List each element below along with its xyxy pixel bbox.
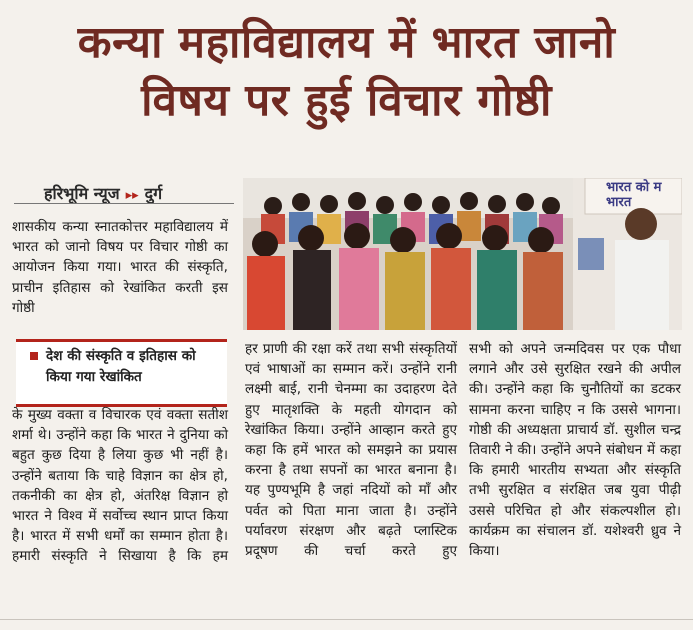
event-photo xyxy=(243,178,682,330)
headline-line-2: विषय पर हुई विचार गोष्ठी xyxy=(141,75,552,126)
article-paragraph: हर प्राणी की रक्षा करें तथा सभी संस्कृतियों एवं भाषाओं का सम्मान करें। उन्होंने रानी लक्ष्मी बाई, रानी चेनम्मा का उदाहरण देते हुए मातृशक्ति के महती योगदान को रेखांकित किया। उन्होंने आव्हान करते हुए कहा कि हमें भारत को समझने का प्रयास करना है तथा सपनों का भारत बनाना है। यह पुण्यभूमि है जहां नदियों को माँ और पर्वत को पिता माना जाता है। उन्होंने पर्यावरण संरक्षण और बढ़ते प्लास्टिक प्रदूषण की चर्चा करते हुए xyxy=(245,341,457,560)
banner-line-2: भारत xyxy=(606,195,632,210)
article-paragraph: के मुख्य वक्ता व विचारक एवं वक्ता सतीश शर्मा थे। उन्होंने कहा कि भारत ने दुनिया को बहुत कुछ दिया है लिया कुछ भी नहीं है। उन्होंने बताया कि चाहे विज्ञान का क्षेत्र हो, तकनीकी का क्षेत्र हो, अंतरिक्ष विज्ञान हो भारत ने विश्व में सर्वोच्च स्थान प्राप्त किया है। भारत में सभी धर्मों का सम्मान होता है। हमारी संस्कृति ने सिखाया है कि हम xyxy=(12,407,228,565)
headline xyxy=(0,14,693,130)
article-column-2 xyxy=(245,339,457,605)
bullet-square-icon xyxy=(30,352,38,360)
article-column-1-intro xyxy=(12,217,228,331)
byline-source: हरिभूमि न्यूज xyxy=(44,184,120,203)
article-paragraph: सभी को अपने जन्मदिवस पर एक पौधा लगाने और उसे सुरक्षित रखने की अपील की। उन्होंने कहा कि चुनौतियों का डटकर सामना करना चाहिए न कि उससे भागना। गोष्ठी की अध्यक्षता प्राचार्य डॉ. सुशील चन्द्र तिवारी ने की। उन्होंने अपने संबोधन में कहा कि हमारी भारतीय सभ्यता और संस्कृति तभी सुरक्षित व संरक्षित जब युवा पीढ़ी उससे परिचित हो और संकल्पशील हो। कार्यक्रम का संचालन डॉ. यशेश्वरी ध्रुव ने किया। xyxy=(469,341,681,560)
headline-line-1: कन्या महाविद्यालय में भारत जानो xyxy=(77,17,616,68)
banner-text xyxy=(606,180,676,210)
byline-divider xyxy=(14,203,234,204)
highlight-text: देश की संस्कृति व इतिहास को किया गया रेखांकित xyxy=(46,348,196,385)
byline xyxy=(44,182,162,204)
bottom-divider xyxy=(0,619,693,620)
highlight-box xyxy=(16,339,227,407)
banner-line-1: भारत को म xyxy=(606,180,662,195)
article-paragraph: शासकीय कन्या स्नातकोत्तर महाविद्यालय में भारत को जानो विषय पर विचार गोष्ठी का आयोजन किया गया। भारत की संस्कृति, प्राचीन इतिहास को रेखांकित करती इस गोष्ठी xyxy=(12,219,228,316)
byline-place: दुर्ग xyxy=(144,184,163,203)
byline-arrows-icon: ▸▸ xyxy=(125,188,139,203)
article-column-1-continued xyxy=(12,405,228,605)
article-column-3 xyxy=(469,339,681,605)
